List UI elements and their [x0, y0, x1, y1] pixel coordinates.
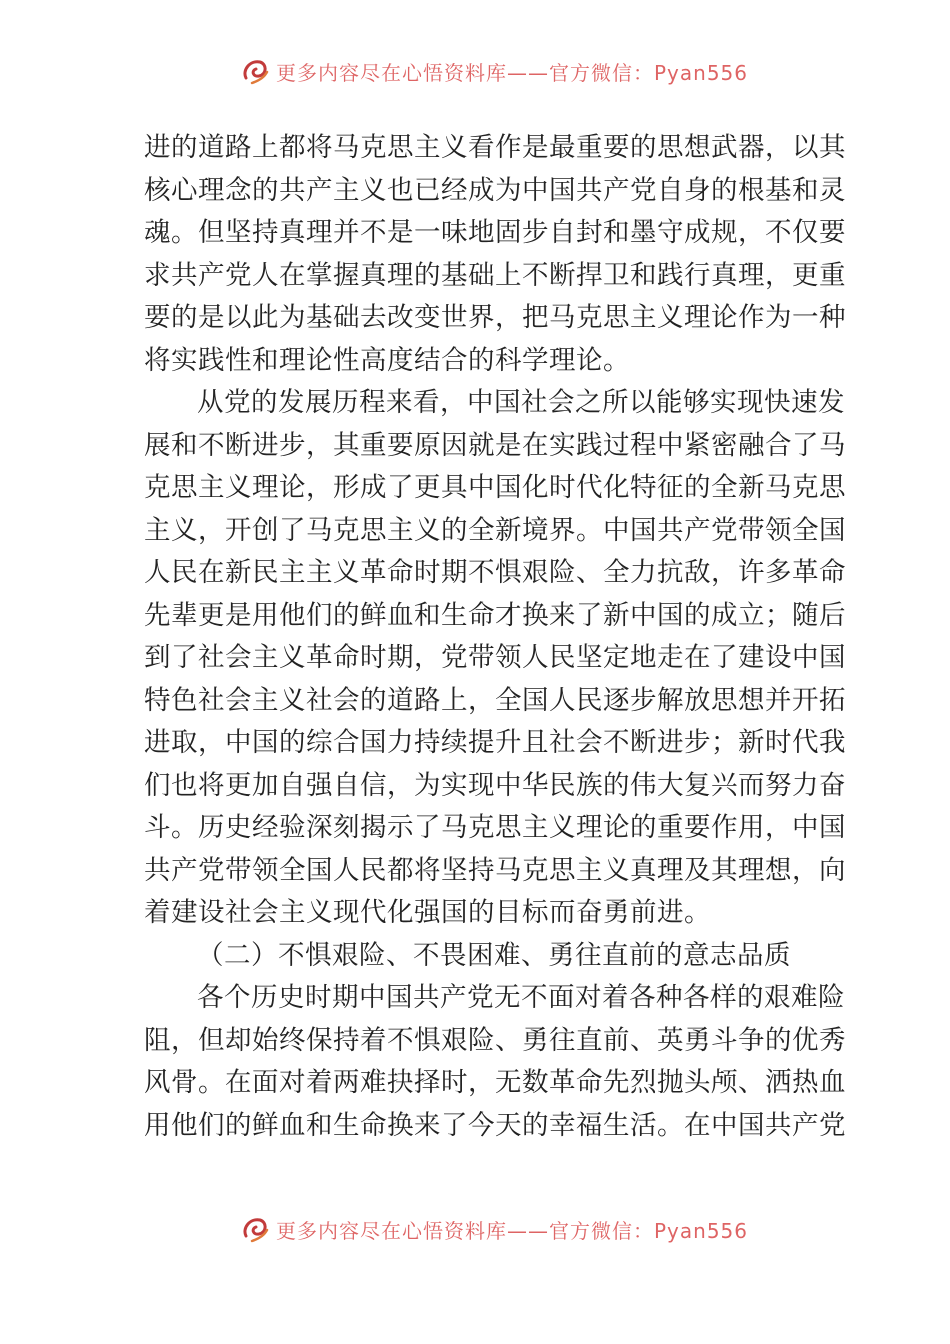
text-line: 着建设社会主义现代化强国的目标而奋勇前进。	[144, 897, 711, 928]
text-line: 共产党带领全国人民都将坚持马克思主义真理及其理想，向	[144, 854, 846, 886]
text-line: 克思主义理论，形成了更具中国化时代化特征的全新马克思	[144, 472, 846, 503]
text-line: 展和不断进步，其重要原因就是在实践过程中紧密融合了马	[144, 429, 846, 461]
text-line: 到了社会主义革命时期，党带领人民坚定地走在了建设中国	[144, 642, 846, 673]
text-line: 将实践性和理论性高度结合的科学理论。	[144, 344, 630, 376]
text-line: 魂。但坚持真理并不是一味地固步自封和墨守成规，不仅要	[144, 217, 846, 248]
text-line: 进的道路上都将马克思主义看作是最重要的思想武器，以其	[144, 132, 846, 163]
header-watermark	[0, 46, 950, 90]
text-line: 要的是以此为基础去改变世界，把马克思主义理论作为一种	[144, 302, 846, 333]
text-line: 特色社会主义社会的道路上，全国人民逐步解放思想并开拓	[144, 684, 846, 716]
text-line: 用他们的鲜血和生命换来了今天的幸福生活。在中国共产党	[144, 1109, 846, 1141]
text-line: （二）不惧艰险、不畏困难、勇往直前的意志品质	[197, 939, 791, 971]
swirl-logo-icon	[240, 56, 270, 86]
footer-watermark	[0, 1204, 950, 1248]
text-line: 们也将更加自强自信，为实现中华民族的伟大复兴而努力奋	[144, 769, 846, 801]
text-line: 风骨。在面对着两难抉择时，无数革命先烈抛头颅、洒热血	[144, 1067, 846, 1098]
text-line: 从党的发展历程来看，中国社会之所以能够实现快速发	[197, 387, 845, 418]
text-line: 阻，但却始终保持着不惧艰险、勇往直前、英勇斗争的优秀	[144, 1024, 846, 1056]
text-line: 斗。历史经验深刻揭示了马克思主义理论的重要作用，中国	[144, 812, 846, 843]
watermark-text: 更多内容尽在心悟资料库——官方微信：Pyan556	[276, 1218, 749, 1243]
document-body	[144, 127, 846, 1147]
text-line: 求共产党人在掌握真理的基础上不断捍卫和践行真理，更重	[144, 259, 846, 291]
text-line: 先辈更是用他们的鲜血和生命才换来了新中国的成立；随后	[144, 599, 846, 631]
text-line: 核心理念的共产主义也已经成为中国共产党自身的根基和灵	[144, 174, 846, 206]
text-line: 各个历史时期中国共产党无不面对着各种各样的艰难险	[197, 982, 845, 1013]
swirl-logo-icon	[240, 1214, 270, 1244]
text-line: 进取，中国的综合国力持续提升且社会不断进步；新时代我	[144, 727, 846, 758]
text-line: 主义，开创了马克思主义的全新境界。中国共产党带领全国	[144, 514, 846, 546]
watermark-text: 更多内容尽在心悟资料库——官方微信：Pyan556	[276, 60, 749, 85]
text-line: 人民在新民主主义革命时期不惧艰险、全力抗敌，许多革命	[144, 557, 846, 588]
